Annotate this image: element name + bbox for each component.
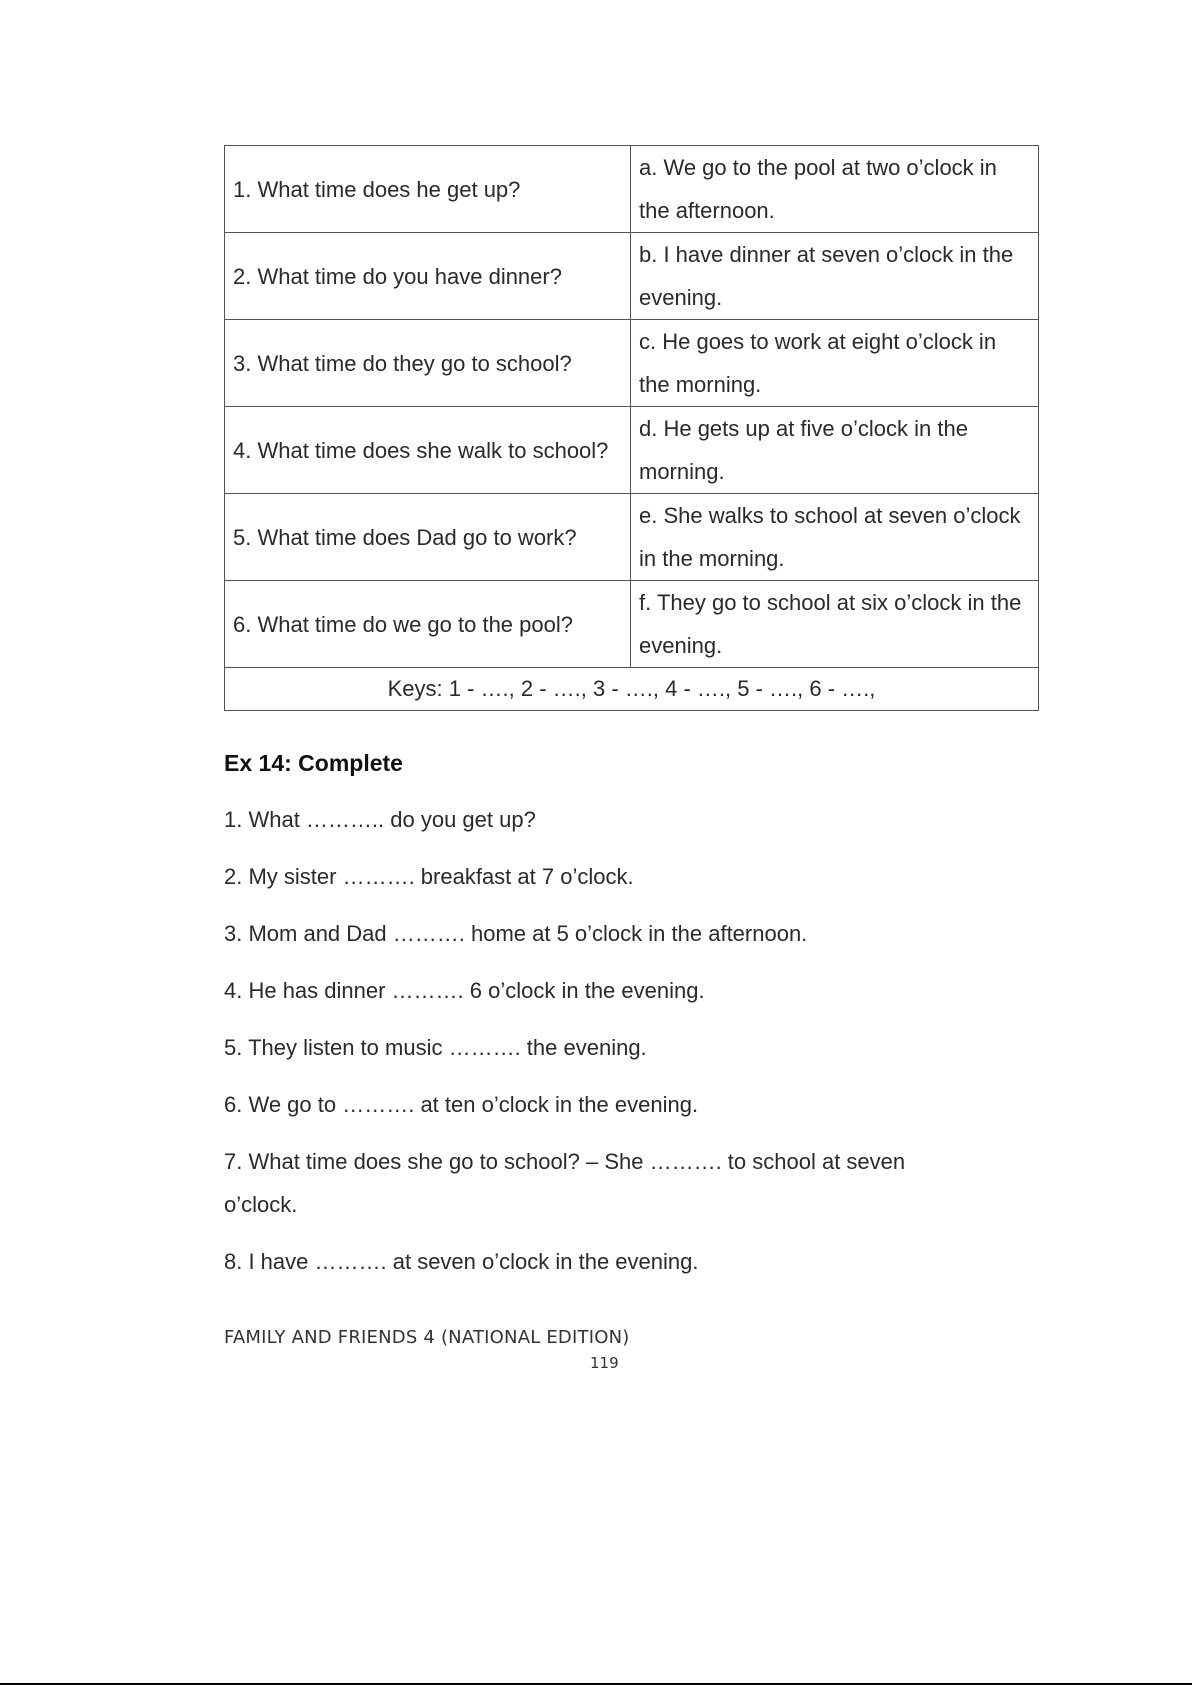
exercise-item: 3. Mom and Dad ………. home at 5 o’clock in the afternoon. xyxy=(224,921,808,946)
exercise-item: 5. They listen to music ………. the evening. xyxy=(224,1035,647,1060)
answer-cell: d. He gets up at five o’clock in the morning. xyxy=(631,407,1039,494)
question-cell: 4. What time does she walk to school? xyxy=(225,407,631,494)
table-row xyxy=(225,494,1039,581)
answer-keys: Keys: 1 - …., 2 - …., 3 - …., 4 - …., 5 - …., 6 - …., xyxy=(225,668,1039,711)
table-row xyxy=(225,320,1039,407)
exercise-item: 8. I have ………. at seven o’clock in the evening. xyxy=(224,1249,699,1274)
exercise-14 xyxy=(224,745,1024,1297)
matching-table xyxy=(224,145,1039,711)
answer-cell: e. She walks to school at seven o’clock in the morning. xyxy=(631,494,1039,581)
page-number: 119 xyxy=(590,1354,619,1372)
answer-cell: a. We go to the pool at two o’clock in the afternoon. xyxy=(631,146,1039,233)
table-row xyxy=(225,233,1039,320)
answer-cell: c. He goes to work at eight o’clock in the morning. xyxy=(631,320,1039,407)
answer-cell: b. I have dinner at seven o’clock in the evening. xyxy=(631,233,1039,320)
table-row xyxy=(225,407,1039,494)
table-row xyxy=(225,146,1039,233)
question-cell: 5. What time does Dad go to work? xyxy=(225,494,631,581)
keys-row xyxy=(225,668,1039,711)
question-cell: 6. What time do we go to the pool? xyxy=(225,581,631,668)
exercise-item: 7. What time does she go to school? – She ………. to school at seven o’clock. xyxy=(224,1149,906,1217)
exercise-item: 2. My sister ………. breakfast at 7 o’clock. xyxy=(224,864,634,889)
answer-cell: f. They go to school at six o’clock in the evening. xyxy=(631,581,1039,668)
question-cell: 2. What time do you have dinner? xyxy=(225,233,631,320)
exercise-item: 6. We go to ………. at ten o’clock in the evening. xyxy=(224,1092,699,1117)
table-row xyxy=(225,581,1039,668)
question-cell: 3. What time do they go to school? xyxy=(225,320,631,407)
book-title-footer: FAMILY AND FRIENDS 4 (NATIONAL EDITION) xyxy=(224,1327,630,1348)
question-cell: 1. What time does he get up? xyxy=(225,146,631,233)
exercise-item: 4. He has dinner ………. 6 o’clock in the evening. xyxy=(224,978,705,1003)
exercise-title: Ex 14: Complete xyxy=(224,750,403,776)
exercise-item: 1. What ……….. do you get up? xyxy=(224,807,536,832)
